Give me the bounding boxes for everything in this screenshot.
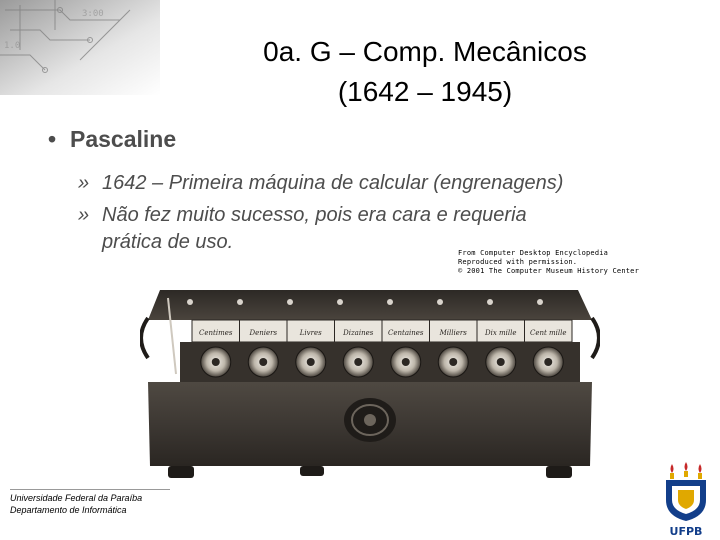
dial-hub [354, 358, 362, 366]
sub-item-1-text: 1642 – Primeira máquina de calcular (engrenagens) [102, 172, 564, 194]
machine-label: Milliers [439, 329, 467, 337]
title-line-2: (1642 – 1945) [337, 76, 513, 107]
footer-department: Departamento de Informática [10, 505, 127, 515]
ufpb-logo-emblem-icon [658, 460, 714, 522]
image-credit [458, 249, 639, 276]
circuit-corner-decoration [0, 0, 160, 95]
footer [10, 492, 142, 516]
bullet-pascaline [48, 126, 176, 153]
machine-label: Dix mille [484, 329, 517, 337]
machine-label: Cent mille [529, 329, 567, 337]
credit-line-3: © 2001 The Computer Museum History Center [458, 267, 639, 275]
credit-line-1: From Computer Desktop Encyclopedia [458, 249, 609, 257]
machine-label: Dizaines [343, 329, 374, 337]
sub-item-1 [78, 170, 563, 197]
sub-bullet-mark: » [78, 204, 90, 226]
ornamental-lock-plate [344, 398, 396, 442]
dial-hub [402, 358, 410, 366]
sub-item-2-text-line-1: Não fez muito sucesso, pois era cara e requeria [102, 204, 527, 226]
footer-university: Universidade Federal da Paraíba [10, 493, 143, 503]
dial-hub [544, 358, 552, 366]
dial-hub [212, 358, 220, 366]
pascaline-photo [140, 278, 600, 488]
dial-hub [259, 358, 267, 366]
credit-line-2: Reproduced with permission. [458, 258, 578, 266]
machine-label: Centimes [199, 329, 233, 337]
svg-text:1.0: 1.0 [4, 41, 21, 51]
machine-label: Livres [299, 329, 322, 337]
dial-hub [449, 358, 457, 366]
machine-label: Deniers [249, 329, 278, 337]
machine-label: Centaines [388, 329, 424, 337]
svg-text:3:00: 3:00 [82, 9, 104, 19]
ufpb-logo-text: UFPB [669, 525, 703, 538]
title-line-1: 0a. G – Comp. Mecânicos [263, 36, 587, 67]
dial-hub [497, 358, 505, 366]
torch-icons [670, 462, 702, 479]
bullet-text: Pascaline [70, 126, 177, 152]
footer-divider [10, 489, 170, 490]
sub-item-2 [78, 202, 638, 256]
sub-bullet-mark: » [78, 172, 90, 194]
bullet-dot: • [48, 126, 57, 152]
dial-hub [307, 358, 315, 366]
slide-title [175, 32, 675, 112]
ufpb-logo [658, 460, 714, 538]
sub-item-2-text-line-2: prática de uso. [102, 231, 234, 253]
